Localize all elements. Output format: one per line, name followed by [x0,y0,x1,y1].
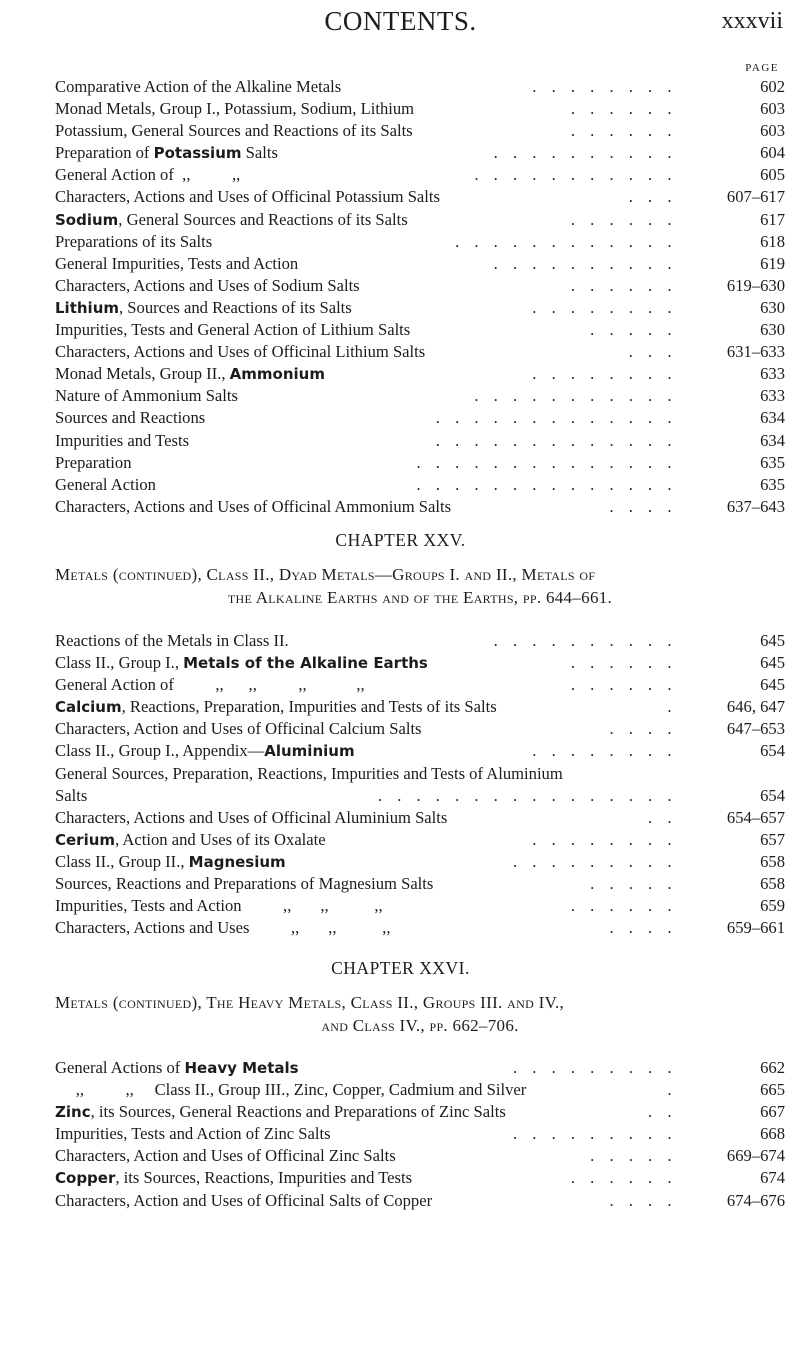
page-column-label: PAGE [745,62,779,74]
toc-entry-title [55,275,360,297]
entry-text: , General Sources and Reactions of its Salts [118,209,408,229]
page-number: 654 [760,785,785,805]
page-number: 654 [760,741,785,761]
page-number: 619 [760,253,785,273]
page-header [0,6,801,46]
dot-leader: . . . . . . . . [532,364,677,384]
entry-text: General Action of ,, ,, ,, ,, [55,675,365,695]
page-number: 604 [760,143,785,163]
entry-text: General Sources, Preparation, Reactions, Impurities and Tests of Aluminium [55,763,563,783]
entry-text: Preparation of [55,143,154,163]
toc-entry-title [55,407,205,429]
toc-entry-title [55,142,278,164]
toc-entry-title [55,430,189,452]
entry-text: Impurities, Tests and Action of Zinc Salts [55,1124,331,1144]
chapter-heading: CHAPTER XXVI. [331,958,470,978]
dot-leader: . . . . . . [570,1168,677,1188]
entry-text: Characters, Action and Uses of Officinal Calcium Salts [55,719,422,739]
page-number: 659 [760,896,785,916]
toc-entry-title [55,652,428,674]
subtitle-line: the Alkaline Earths and of the Earths, pp. 644–661. [227,588,613,607]
entry-text: Preparations of its Salts [55,231,213,251]
toc-entry [55,319,785,341]
page-number: 605 [760,165,785,185]
toc-entry [55,807,785,829]
chapter-subtitle [55,991,785,1037]
dot-leader: . . . . . . . . . . . [474,386,677,406]
toc-entry-title [55,807,447,829]
entry-bold-term: Magnesium [188,852,286,871]
chapter-heading: CHAPTER XXV. [335,530,466,550]
dot-leader: . . . . . . [570,896,677,916]
toc-entry-title [55,873,433,895]
dot-leader: . [667,1080,677,1100]
toc-entry-title [55,120,413,142]
entry-text: Characters, Action and Uses of Officinal Salts of Copper [55,1190,433,1210]
toc-entry-title [55,363,325,385]
toc-entry-title [55,76,341,98]
entry-bold-term: Copper [55,1169,116,1188]
toc-entry [55,341,785,363]
toc-entry-title [55,763,563,785]
page-number: 662 [760,1058,785,1077]
entry-text: ,, ,, Class II., Group III., Zinc, Copper, Cadmium and Silver [55,1080,527,1100]
toc-entry-title [55,496,451,518]
entry-text: Potassium, General Sources and Reactions of its Salts [55,121,413,141]
entry-text: Characters, Actions and Uses of Officinal Aluminium Salts [55,807,448,827]
dot-leader: . . . . . . . . . . . [474,165,677,185]
toc-entry-title [55,452,132,474]
dot-leader: . . . . . . . . . . . . . [435,408,677,428]
toc-entry-title [55,829,326,851]
dot-leader: . . . . . . . . . [512,1058,677,1077]
toc-entry [55,98,785,120]
toc-entry [55,696,785,718]
dot-leader: . . [648,807,677,827]
entry-bold-term: Calcium [55,698,122,717]
dot-leader: . . . . . . [570,209,677,229]
toc-section-alkaline-metals [55,76,785,518]
dot-leader: . . . . . . . . . . [493,253,677,273]
entry-text: Characters, Actions and Uses of Officinal Lithium Salts [55,342,426,362]
entry-text: Characters, Actions and Uses of Officinal Ammonium Salts [55,496,452,516]
page-number: 634 [760,430,785,450]
page-number: 645 [760,675,785,695]
dot-leader: . . . . . . . . . [512,851,677,871]
toc-entry [55,142,785,164]
entry-text: , its Sources, Reactions, Impurities and Tests [115,1168,413,1188]
page-number: 618 [760,231,785,251]
toc-entry [55,851,785,873]
dot-leader: . . . . . . [570,121,677,141]
entry-text: Characters, Actions and Uses ,, ,, ,, [55,918,391,938]
dot-leader: . . . . . [590,874,677,894]
toc-entry [55,407,785,429]
page-number: 657 [760,829,785,849]
entry-text: Monad Metals, Group II., [55,364,230,384]
entry-bold-term: Potassium [153,144,242,163]
dot-leader: . . . . [609,496,677,516]
dot-leader: . . . . . . . . . . . . . . [416,452,677,472]
entry-bold-term: Sodium [55,210,119,229]
dot-leader: . [667,697,677,717]
entry-text: Class II., Group I., [55,653,184,673]
dot-leader: . . . . . [590,1146,677,1166]
toc-entry-title [55,696,497,718]
toc-section-chapter-26 [55,1057,785,1212]
dot-leader: . . . . . . [570,275,677,295]
page-number: 637–643 [726,496,785,516]
page-number: 667 [760,1102,785,1122]
toc-entry [55,275,785,297]
entry-text: Characters, Actions and Uses of Officinal Potassium Salts [55,187,440,207]
toc-entry-title [55,895,383,917]
entry-bold-term: Aluminium [264,742,355,761]
page-number: 674–676 [726,1190,785,1210]
entry-text: General Action of ,, ,, [55,165,241,185]
entry-bold-term: Lithium [55,298,119,317]
toc-entry-title [55,164,240,186]
dot-leader: . . . . . . . . . . . . . . . . [377,785,677,805]
toc-entry [55,164,785,186]
toc-entry [55,186,785,208]
entry-text: Monad Metals, Group I., Potassium, Sodium, Lithium [55,99,415,119]
entry-text: Preparation [55,452,132,472]
page-number: 617 [760,209,785,229]
toc-entry [55,76,785,98]
toc-entry-title [55,1167,412,1189]
page-number: 674 [760,1168,785,1188]
entry-bold-term: Metals of the Alkaline Earths [183,654,428,673]
toc-entry [55,1123,785,1145]
toc-entry-title [55,319,410,341]
page-number: 603 [760,99,785,119]
toc-entry-title [55,341,425,363]
page-number: 658 [760,874,785,894]
toc-entry-title [55,1190,432,1212]
entry-text: Sources and Reactions [55,408,206,428]
toc-entry [55,297,785,319]
entry-text: General Impurities, Tests and Action [55,253,299,273]
entry-text: , Action and Uses of its Oxalate [115,829,326,849]
page-number: 659–661 [726,918,785,938]
entry-text: Impurities, Tests and General Action of Lithium Salts [55,320,411,340]
page-number: 635 [760,474,785,494]
running-title: CONTENTS. [324,6,477,36]
page-number: 630 [760,297,785,317]
toc-entry [55,1145,785,1167]
page-number: 630 [760,320,785,340]
entry-text: Impurities, Tests and Action ,, ,, ,, [55,896,383,916]
toc-entry [55,1079,785,1101]
toc-entry [55,1057,785,1079]
toc-entry [55,209,785,231]
entry-text: General Actions of [55,1058,185,1077]
toc-entry [55,452,785,474]
toc-entry-title [55,1101,506,1123]
dot-leader: . . [648,1102,677,1122]
toc-entry-title [55,297,352,319]
toc-entry-title [55,253,298,275]
subtitle-line: and Class IV., pp. 662–706. [321,1016,519,1035]
dot-leader: . . . . . . . . [532,829,677,849]
toc-entry [55,430,785,452]
toc-entry [55,630,785,652]
entry-text: Salts [55,785,88,805]
entry-text: Class II., Group II., [55,851,189,871]
dot-leader: . . . [628,342,677,362]
toc-entry [55,829,785,851]
page-number: 602 [760,77,785,96]
toc-entry-title [55,785,87,807]
toc-entry-title [55,917,391,939]
toc-entry-title [55,718,422,740]
toc-entry [55,873,785,895]
dot-leader: . . . . . . . . . . . . [455,231,677,251]
toc-entry-title [55,98,414,120]
toc-entry [55,674,785,696]
page-number: 645 [760,653,785,673]
toc-entry [55,1190,785,1212]
page-number: 634 [760,408,785,428]
page-number: 654–657 [726,807,785,827]
subtitle-line: Metals (continued), Class II., Dyad Metals—Groups I. and II., Metals of [55,565,596,584]
toc-entry-title [55,1123,331,1145]
toc-entry-title [55,740,355,762]
toc-entry [55,1167,785,1189]
entry-bold-term: Zinc [55,1103,91,1122]
toc-entry [55,785,785,807]
subtitle-line: Metals (continued), The Heavy Metals, Class II., Groups III. and IV., [55,993,565,1012]
dot-leader: . . . [628,187,677,207]
toc-entry [55,231,785,253]
toc-entry-title [55,1057,299,1079]
dot-leader: . . . . . . . . [532,297,677,317]
entry-bold-term: Ammonium [229,365,325,384]
page-number: 646, 647 [726,697,785,717]
toc-entry [55,120,785,142]
page-number: 633 [760,364,785,384]
page-number: 645 [760,631,785,650]
dot-leader: . . . . . . [570,675,677,695]
toc-entry [55,917,785,939]
chapter-subtitle [55,563,785,609]
toc-entry [55,895,785,917]
toc-entry [55,363,785,385]
entry-bold-term: Cerium [55,830,116,849]
entry-text: Salts [241,143,278,163]
toc-entry-title [55,1145,396,1167]
page-number: 619–630 [726,275,785,295]
toc-entry-title [55,630,289,652]
dot-leader: . . . . [609,1190,677,1210]
entry-bold-term: Heavy Metals [184,1059,299,1077]
entry-text: Class II., Group I., Appendix— [55,741,265,761]
dot-leader: . . . . . . [570,653,677,673]
toc-entry-title [55,674,365,696]
entry-text: Characters, Action and Uses of Officinal Zinc Salts [55,1146,396,1166]
page-folio: xxxvii [721,8,783,34]
toc-entry-title [55,231,212,253]
toc-entry [55,474,785,496]
toc-entry-title [55,474,156,496]
toc-entry [55,1101,785,1123]
toc-entry [55,652,785,674]
entry-text: , its Sources, General Reactions and Preparations of Zinc Salts [90,1102,506,1122]
entry-text: Comparative Action of the Alkaline Metals [55,77,342,96]
toc-section-chapter-25 [55,630,785,939]
toc-entry [55,253,785,275]
page-number: 647–653 [726,719,785,739]
toc-entry-title [55,385,238,407]
toc-entry [55,496,785,518]
dot-leader: . . . . . . . . . . [493,631,677,650]
dot-leader: . . . . . . . . . . [493,143,677,163]
entry-text: Reactions of the Metals in Class II. [55,631,289,650]
dot-leader: . . . . . . . . [532,77,677,96]
toc-entry-title [55,1079,526,1101]
dot-leader: . . . . . . [570,99,677,119]
entry-text: , Sources and Reactions of its Salts [119,297,352,317]
page-number: 669–674 [726,1146,785,1166]
toc-entry-title [55,186,440,208]
toc-entry [55,385,785,407]
page-number: 631–633 [726,342,785,362]
dot-leader: . . . . . . . . [532,741,677,761]
toc-entry [55,718,785,740]
entry-text: General Action [55,474,156,494]
dot-leader: . . . . . . . . . . . . . [435,430,677,450]
dot-leader: . . . . . . . . . . . . . . [416,474,677,494]
entry-text: Impurities and Tests [55,430,190,450]
toc-entry-title [55,209,408,231]
dot-leader: . . . . [609,918,677,938]
entry-text: , Reactions, Preparation, Impurities and Tests of its Salts [121,697,497,717]
toc-entry [55,740,785,762]
page-number: 607–617 [726,187,785,207]
dot-leader: . . . . . . . . . [512,1124,677,1144]
entry-text: Nature of Ammonium Salts [55,386,238,406]
toc-entry-title [55,851,286,873]
entry-text: Sources, Reactions and Preparations of Magnesium Salts [55,874,434,894]
page-number: 665 [760,1080,785,1100]
dot-leader: . . . . [609,719,677,739]
page-number: 668 [760,1124,785,1144]
page-number: 635 [760,452,785,472]
dot-leader: . . . . . [590,320,677,340]
page-number: 603 [760,121,785,141]
entry-text: Characters, Actions and Uses of Sodium Salts [55,275,360,295]
toc-entry [55,763,785,785]
page-number: 633 [760,386,785,406]
page-number: 658 [760,851,785,871]
